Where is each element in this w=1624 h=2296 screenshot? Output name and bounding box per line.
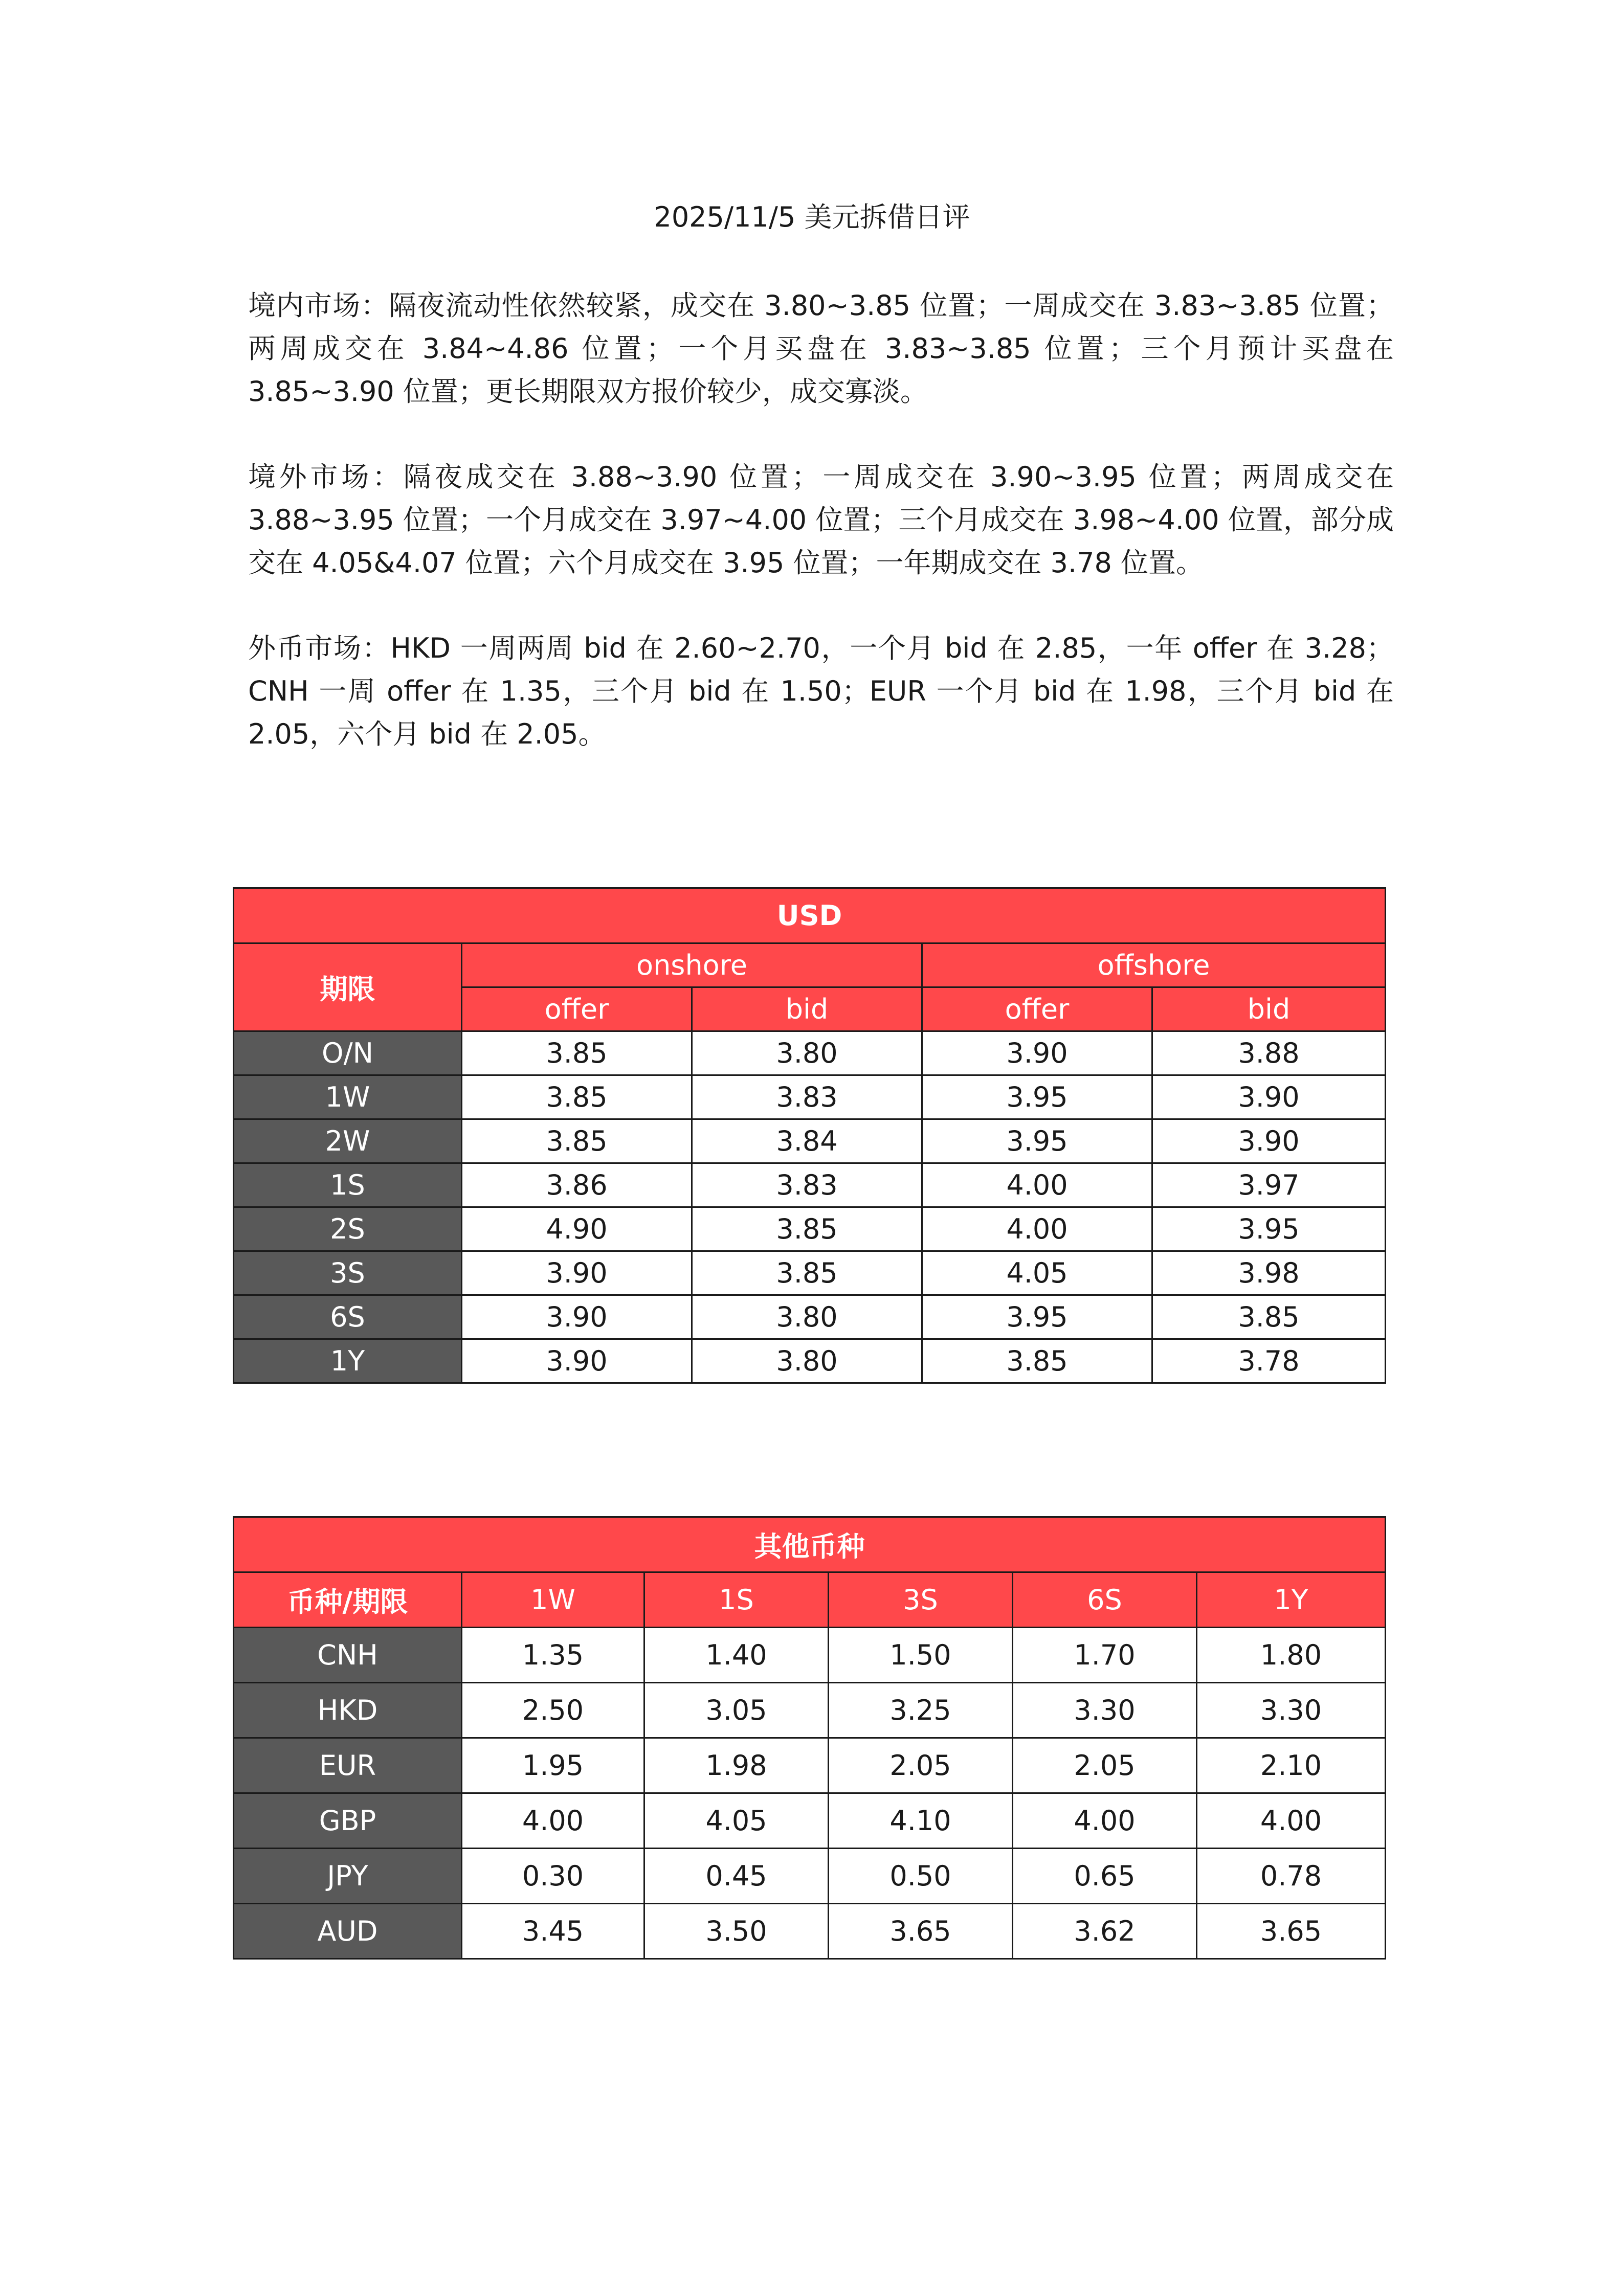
rate-cell: 0.30 <box>462 1849 644 1904</box>
table-row <box>234 1849 1386 1904</box>
rate-cell: 3.50 <box>644 1904 829 1959</box>
rate-cell: 1.40 <box>644 1628 829 1683</box>
usd-onshore-bid-header: bid <box>692 987 922 1031</box>
onshore-market-paragraph: 境内市场：隔夜流动性依然较紧，成交在 3.80~3.85 位置；一周成交在 3.83~3.85 位置；两周成交在 3.84~4.86 位置；一个月买盘在 3.83~3.85 位置；三个月预计买盘在 3.85~3.90 位置；更长期限双方报价较少，成交寡淡。 <box>248 289 1394 408</box>
rate-cell: 2.05 <box>1013 1738 1197 1793</box>
offshore-offer-cell: 3.90 <box>922 1031 1152 1075</box>
other-table-title: 其他币种 <box>234 1517 1386 1572</box>
onshore-bid-cell: 3.85 <box>692 1207 922 1251</box>
rate-cell: 4.00 <box>1197 1793 1386 1849</box>
onshore-offer-cell: 3.86 <box>462 1163 692 1207</box>
onshore-bid-cell: 3.80 <box>692 1295 922 1339</box>
table-row <box>234 1031 1386 1075</box>
column-header-1s: 1S <box>644 1572 829 1628</box>
rate-cell: 3.30 <box>1197 1683 1386 1738</box>
offshore-bid-cell: 3.88 <box>1152 1031 1386 1075</box>
term-cell: 1W <box>234 1075 462 1119</box>
offshore-bid-cell: 3.95 <box>1152 1207 1386 1251</box>
column-header-3s: 3S <box>829 1572 1013 1628</box>
term-cell: 3S <box>234 1251 462 1295</box>
rate-cell: 1.70 <box>1013 1628 1197 1683</box>
onshore-bid-cell: 3.80 <box>692 1339 922 1383</box>
usd-offshore-header: offshore <box>922 943 1386 987</box>
offshore-market-paragraph: 境外市场：隔夜成交在 3.88~3.90 位置；一周成交在 3.90~3.95 位置；两周成交在 3.88~3.95 位置；一个月成交在 3.97~4.00 位置；三个月成交在 3.98~4.00 位置，部分成交在 4.05&4.07 位置；六个月成交在 3.95 位置；一年期成交在 3.78 位置。 <box>248 461 1394 579</box>
onshore-bid-cell: 3.83 <box>692 1075 922 1119</box>
rate-cell: 3.65 <box>1197 1904 1386 1959</box>
offshore-offer-cell: 3.95 <box>922 1119 1152 1163</box>
term-cell: 2W <box>234 1119 462 1163</box>
currency-cell: HKD <box>234 1683 462 1738</box>
table-row <box>234 1683 1386 1738</box>
currency-cell: CNH <box>234 1628 462 1683</box>
rate-cell: 4.05 <box>644 1793 829 1849</box>
offshore-offer-cell: 4.05 <box>922 1251 1152 1295</box>
onshore-offer-cell: 3.85 <box>462 1075 692 1119</box>
onshore-bid-cell: 3.83 <box>692 1163 922 1207</box>
column-header-1y: 1Y <box>1197 1572 1386 1628</box>
rate-cell: 2.50 <box>462 1683 644 1738</box>
rate-cell: 0.65 <box>1013 1849 1197 1904</box>
usd-rate-table <box>233 887 1386 1384</box>
rate-cell: 4.00 <box>1013 1793 1197 1849</box>
rate-cell: 3.65 <box>829 1904 1013 1959</box>
foreign-currency-market-paragraph: 外币市场：HKD 一周两周 bid 在 2.60~2.70，一个月 bid 在 2.85，一年 offer 在 3.28；CNH 一周 offer 在 1.35，三个月 bid 在 1.50；EUR 一个月 bid 在 1.98，三个月 bid 在 2.05，六个月 bid 在 2.05。 <box>248 632 1394 750</box>
table-row <box>234 1339 1386 1383</box>
currency-cell: GBP <box>234 1793 462 1849</box>
rate-cell: 3.25 <box>829 1683 1013 1738</box>
page-title: 2025/11/5 美元拆借日评 <box>654 201 970 233</box>
column-header-6s: 6S <box>1013 1572 1197 1628</box>
currency-cell: EUR <box>234 1738 462 1793</box>
term-cell: 2S <box>234 1207 462 1251</box>
term-cell: O/N <box>234 1031 462 1075</box>
onshore-offer-cell: 3.90 <box>462 1295 692 1339</box>
offshore-bid-cell: 3.78 <box>1152 1339 1386 1383</box>
offshore-bid-cell: 3.98 <box>1152 1251 1386 1295</box>
term-cell: 1Y <box>234 1339 462 1383</box>
table-row <box>234 1163 1386 1207</box>
currency-cell: JPY <box>234 1849 462 1904</box>
rate-cell: 2.05 <box>829 1738 1013 1793</box>
offshore-bid-cell: 3.90 <box>1152 1075 1386 1119</box>
onshore-offer-cell: 3.85 <box>462 1119 692 1163</box>
onshore-offer-cell: 3.90 <box>462 1339 692 1383</box>
table-row <box>234 1628 1386 1683</box>
rate-cell: 3.62 <box>1013 1904 1197 1959</box>
onshore-bid-cell: 3.84 <box>692 1119 922 1163</box>
usd-offshore-offer-header: offer <box>922 987 1152 1031</box>
offshore-offer-cell: 4.00 <box>922 1163 1152 1207</box>
rate-cell: 1.50 <box>829 1628 1013 1683</box>
table-row <box>234 1738 1386 1793</box>
rate-cell: 0.50 <box>829 1849 1013 1904</box>
onshore-bid-cell: 3.80 <box>692 1031 922 1075</box>
offshore-offer-cell: 4.00 <box>922 1207 1152 1251</box>
rate-cell: 1.35 <box>462 1628 644 1683</box>
offshore-offer-cell: 3.95 <box>922 1295 1152 1339</box>
other-currency-rate-table <box>233 1516 1386 1960</box>
usd-offshore-bid-header: bid <box>1152 987 1386 1031</box>
table-row <box>234 1119 1386 1163</box>
rate-cell: 4.10 <box>829 1793 1013 1849</box>
currency-cell: AUD <box>234 1904 462 1959</box>
rate-cell: 3.05 <box>644 1683 829 1738</box>
rate-cell: 1.95 <box>462 1738 644 1793</box>
usd-onshore-offer-header: offer <box>462 987 692 1031</box>
onshore-bid-cell: 3.85 <box>692 1251 922 1295</box>
usd-table-title: USD <box>234 888 1386 943</box>
rate-cell: 3.30 <box>1013 1683 1197 1738</box>
table-row <box>234 1207 1386 1251</box>
offshore-bid-cell: 3.90 <box>1152 1119 1386 1163</box>
usd-term-header: 期限 <box>234 943 462 1031</box>
table-row <box>234 1075 1386 1119</box>
rate-cell: 1.80 <box>1197 1628 1386 1683</box>
usd-onshore-header: onshore <box>462 943 922 987</box>
rate-cell: 0.78 <box>1197 1849 1386 1904</box>
rate-cell: 3.45 <box>462 1904 644 1959</box>
offshore-bid-cell: 3.85 <box>1152 1295 1386 1339</box>
rate-cell: 1.98 <box>644 1738 829 1793</box>
table-row <box>234 1295 1386 1339</box>
onshore-offer-cell: 3.90 <box>462 1251 692 1295</box>
term-cell: 6S <box>234 1295 462 1339</box>
rate-cell: 4.00 <box>462 1793 644 1849</box>
table-row <box>234 1793 1386 1849</box>
offshore-bid-cell: 3.97 <box>1152 1163 1386 1207</box>
offshore-offer-cell: 3.85 <box>922 1339 1152 1383</box>
onshore-offer-cell: 4.90 <box>462 1207 692 1251</box>
term-cell: 1S <box>234 1163 462 1207</box>
currency-term-header: 币种/期限 <box>234 1572 462 1628</box>
column-header-1w: 1W <box>462 1572 644 1628</box>
table-row <box>234 1251 1386 1295</box>
rate-cell: 2.10 <box>1197 1738 1386 1793</box>
table-row <box>234 1904 1386 1959</box>
offshore-offer-cell: 3.95 <box>922 1075 1152 1119</box>
onshore-offer-cell: 3.85 <box>462 1031 692 1075</box>
rate-cell: 0.45 <box>644 1849 829 1904</box>
